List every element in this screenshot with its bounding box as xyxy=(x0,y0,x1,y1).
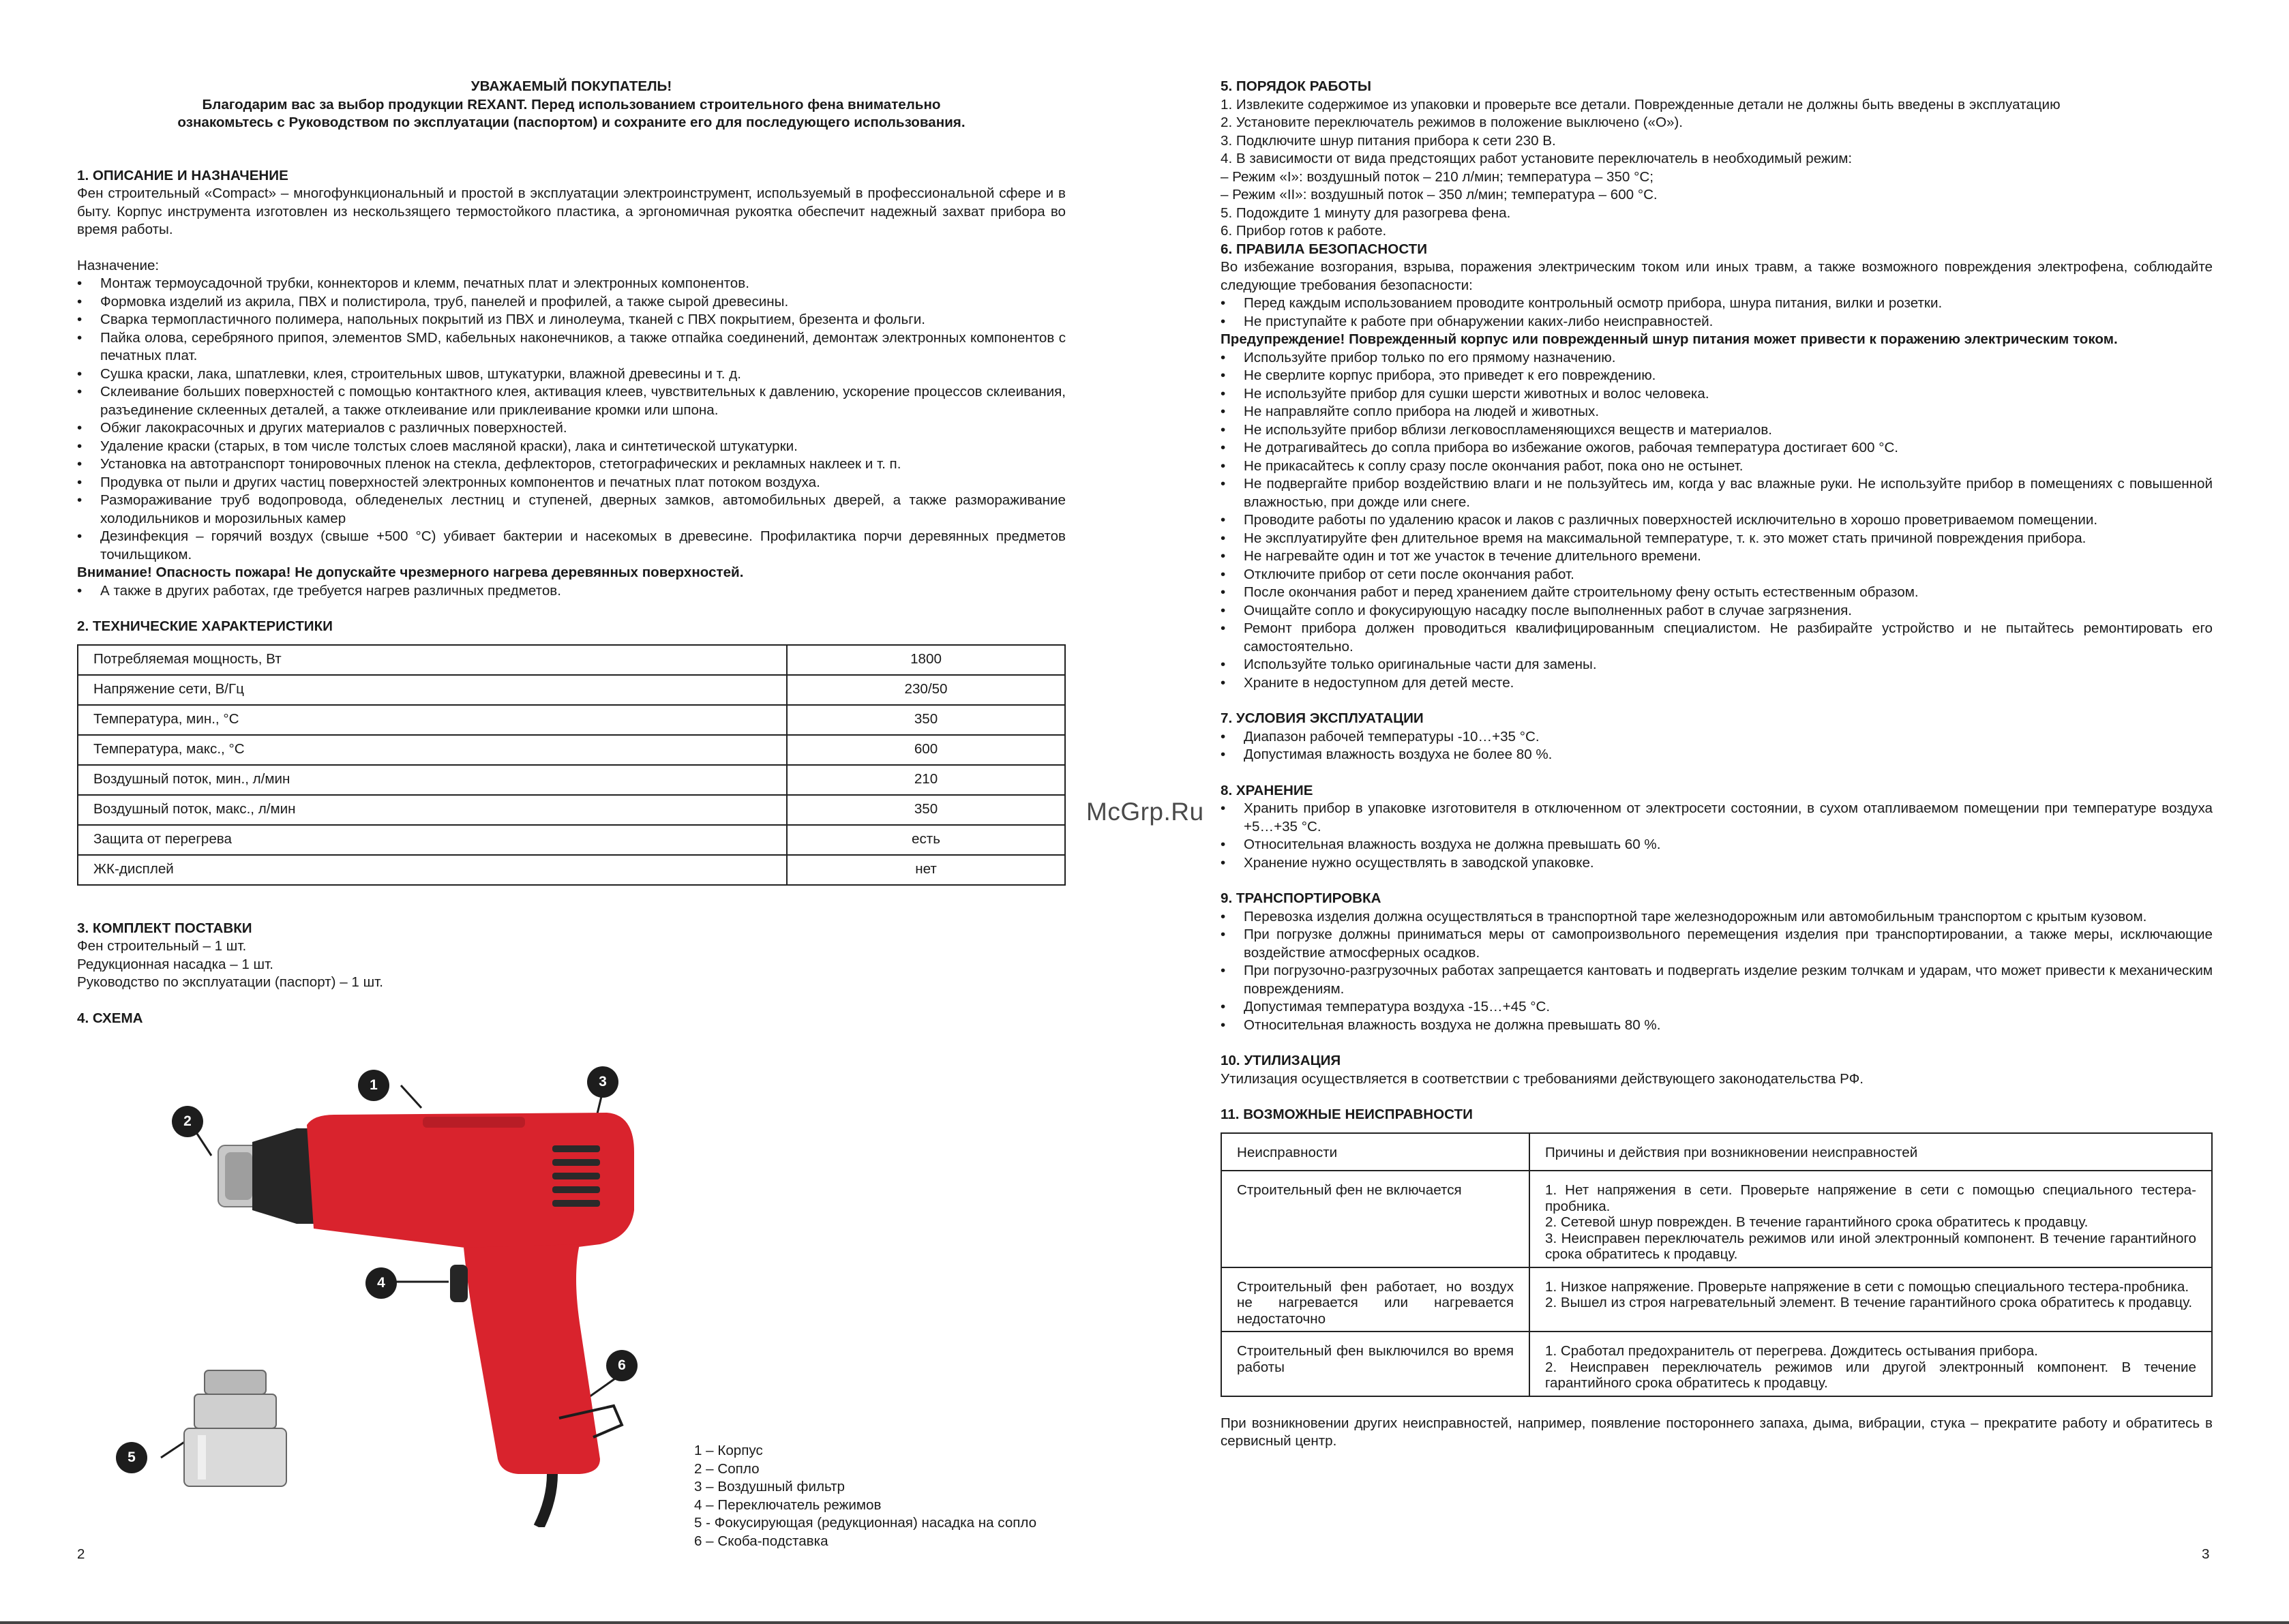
actions-cell xyxy=(1529,1171,2212,1267)
spec-label: Потребляемая мощность, Вт xyxy=(78,645,787,675)
specs-table xyxy=(77,644,1066,886)
list-item: • Не направляйте сопло прибора на людей и животных. xyxy=(1221,403,2213,421)
list-item: • Размораживание труб водопровода, обледенелых лестниц и ступеней, дверных замков, автомобильных дверей, а также размораживание холодильников и морозильных камер xyxy=(77,492,1066,528)
list-item: • Хранение нужно осуществлять в заводской упаковке. xyxy=(1221,854,2213,873)
callout-5: 5 xyxy=(116,1442,147,1473)
table-row xyxy=(1221,1267,2212,1332)
safety-warning: Предупреждение! Поврежденный корпус или поврежденный шнур питания может привести к поражению электрическим током. xyxy=(1221,331,2118,347)
callout-6: 6 xyxy=(606,1350,638,1381)
action-line: 3. Неисправен переключатель режимов или иной электронный компонент. В течение гарантийного срока обратитесь к продавцу. xyxy=(1545,1230,2196,1262)
section-heading: 6. ПРАВИЛА БЕЗОПАСНОСТИ xyxy=(1221,241,1428,257)
list-item: • Не используйте прибор для сушки шерсти животных и волос человека. xyxy=(1221,385,2213,404)
section-heading: 1. ОПИСАНИЕ И НАЗНАЧЕНИЕ xyxy=(77,167,288,183)
spec-value: 1800 xyxy=(787,645,1065,675)
greeting-line1: Благодарим вас за выбор продукции REXANT. Перед использованием строительного фена внимательно xyxy=(202,96,941,112)
section-disposal xyxy=(1221,1052,2213,1088)
list-item: • Сварка термопластичного полимера, напольных покрытий из ПВХ и линолеума, тканей с ПВХ покрытием, брезента и фольги. xyxy=(77,311,1066,329)
list-item: • Не нагревайте один и тот же участок в течение длительного времени. xyxy=(1221,547,2213,566)
section-storage xyxy=(1221,782,2213,873)
spec-label: ЖК-дисплей xyxy=(78,855,787,885)
operation-line: – Режим «II»: воздушный поток – 350 л/мин; температура – 600 °C. xyxy=(1221,187,1658,202)
list-item: • После окончания работ и перед хранением дайте строительному фену остыть естественным образом. xyxy=(1221,584,2213,602)
conditions-list xyxy=(1221,728,2213,764)
section-heading: 9. ТРАНСПОРТИРОВКА xyxy=(1221,890,1381,906)
list-item: • Отключите прибор от сети после окончания работ. xyxy=(1221,566,2213,584)
list-item: • Диапазон рабочей температуры -10…+35 °C. xyxy=(1221,728,2213,747)
section-heading: 5. ПОРЯДОК РАБОТЫ xyxy=(1221,78,1372,94)
watermark: McGrp.Ru xyxy=(1086,798,1204,826)
package-line: Фен строительный – 1 шт. xyxy=(77,938,247,954)
section-operation xyxy=(1221,78,2213,241)
operation-line: 3. Подключите шнур питания прибора к сети 230 В. xyxy=(1221,132,1556,149)
spec-value: есть xyxy=(787,825,1065,855)
operation-line: 5. Подождите 1 минуту для разогрева фена. xyxy=(1221,205,1511,221)
list-item: • При погрузочно-разгрузочных работах запрещается кантовать и подвергать изделие резким толчкам и ударам, что может привести к механическим повреждениям. xyxy=(1221,962,2213,998)
bottom-rule xyxy=(0,1621,2289,1624)
safety-list xyxy=(1221,349,2213,693)
section-package xyxy=(77,920,1066,992)
table-row xyxy=(78,645,1065,675)
list-item: • Используйте прибор только по его прямому назначению. xyxy=(1221,349,2213,367)
package-line: Редукционная насадка – 1 шт. xyxy=(77,956,273,972)
table-row xyxy=(78,735,1065,765)
operation-line: – Режим «I»: воздушный поток – 210 л/мин; температура – 350 °C; xyxy=(1221,168,1654,185)
list-item: • Обжиг лакокрасочных и других материалов с различных поверхностей. xyxy=(77,419,1066,438)
section-heading: 7. УСЛОВИЯ ЭКСПЛУАТАЦИИ xyxy=(1221,710,1424,726)
section-troubleshooting xyxy=(1221,1106,2213,1451)
list-item: • Хранить прибор в упаковке изготовителя в отключенном от электросети состоянии, в сухом отапливаемом помещении при температуре воздуха +5…+35 °C. xyxy=(1221,800,2213,836)
action-line: 2. Неисправен переключатель режимов или другой электронный компонент. В течение гарантийного срока обратитесь к продавцу. xyxy=(1545,1359,2196,1391)
legend-item: 4 – Переключатель режимов xyxy=(694,1497,882,1513)
troubleshooting-footer: При возникновении других неисправностей, например, появление постороннего запаха, дыма, вибрации, стука – прекратите работу и обратитесь в сервисный центр. xyxy=(1221,1415,2213,1449)
page-left xyxy=(77,0,1066,1027)
operation-line: 2. Установите переключатель режимов в положение выключено («О»). xyxy=(1221,115,1684,130)
callout-1: 1 xyxy=(358,1070,389,1101)
list-item: • Очищайте сопло и фокусирующую насадку после выполненных работ в случае загрязнения. xyxy=(1221,602,2213,620)
list-item: • А также в других работах, где требуется нагрев различных предметов. xyxy=(77,582,1066,601)
spec-label: Воздушный поток, макс., л/мин xyxy=(78,795,787,825)
spec-value: 600 xyxy=(787,735,1065,765)
legend-item: 2 – Сопло xyxy=(694,1460,760,1477)
list-item: • Проводите работы по удалению красок и лаков с различных поверхностей исключительно в хорошо проветриваемом помещении. xyxy=(1221,511,2213,530)
action-line: 2. Сетевой шнур поврежден. В течение гарантийного срока обратитесь к продавцу. xyxy=(1545,1214,2089,1230)
page-number: 3 xyxy=(2202,1546,2210,1562)
list-item: • Не используйте прибор вблизи легковоспламеняющихся веществ и материалов. xyxy=(1221,421,2213,440)
section-heading: 10. УТИЛИЗАЦИЯ xyxy=(1221,1053,1341,1068)
list-item: • Не прикасайтесь к соплу сразу после окончания работ, пока оно не остынет. xyxy=(1221,457,2213,476)
list-item: • Относительная влажность воздуха не должна превышать 60 %. xyxy=(1221,836,2213,854)
spec-label: Температура, макс., °С xyxy=(78,735,787,765)
list-item: • Перевозка изделия должна осуществляться в транспортной таре железнодорожным или автомобильным транспортом с крытым кузовом. xyxy=(1221,908,2213,927)
table-row xyxy=(1221,1171,2212,1267)
list-item: • Ремонт прибора должен проводиться квалифицированным специалистом. Не разбирайте устройство и не пытайтесь ремонтировать его самостоятельно. xyxy=(1221,620,2213,656)
package-line: Руководство по эксплуатации (паспорт) – 1 шт. xyxy=(77,974,383,990)
table-row xyxy=(78,825,1065,855)
spec-value: 350 xyxy=(787,705,1065,735)
table-row xyxy=(78,705,1065,735)
column-header: Причины и действия при возникновении неисправностей xyxy=(1529,1133,2212,1171)
greeting-title: УВАЖАЕМЫЙ ПОКУПАТЕЛЬ! xyxy=(470,78,672,94)
table-row xyxy=(1221,1332,2212,1396)
action-line: 2. Вышел из строя нагревательный элемент. В течение гарантийного срока обратитесь к продавцу. xyxy=(1545,1295,2193,1310)
storage-list xyxy=(1221,800,2213,872)
description-text: Фен строительный «Compact» – многофункциональный и простой в эксплуатации электроинструмент, используемый в профессиональной сфере и в быту. Корпус инструмента изготовлен из нескользящего термостойкого пластика, а эргономичная рукоятка обеспечит надежный захват прибора во время работы. xyxy=(77,185,1066,237)
list-item: • Используйте только оригинальные части для замены. xyxy=(1221,656,2213,674)
operation-line: 1. Извлеките содержимое из упаковки и проверьте все детали. Поврежденные детали не должны быть введены в эксплуатацию xyxy=(1221,96,2061,112)
operation-line: 6. Прибор готов к работе. xyxy=(1221,223,1387,239)
section-safety xyxy=(1221,241,2213,693)
section-heading: 4. СХЕМА xyxy=(77,1010,143,1026)
purpose-label: Назначение: xyxy=(77,257,160,273)
list-item: • Храните в недоступном для детей месте. xyxy=(1221,674,2213,693)
section-specs xyxy=(77,618,1066,886)
table-row xyxy=(78,675,1065,705)
extra-list xyxy=(77,582,1066,601)
callout-3: 3 xyxy=(587,1066,618,1098)
callout-4: 4 xyxy=(365,1267,397,1299)
section-description xyxy=(77,167,1066,601)
list-item: • Не дотрагивайтесь до сопла прибора во избежание ожогов, рабочая температура достигает 600 °C. xyxy=(1221,439,2213,457)
spec-value: нет xyxy=(787,855,1065,885)
section-heading: 8. ХРАНЕНИЕ xyxy=(1221,782,1313,798)
table-row xyxy=(78,765,1065,795)
list-item: • Продувка от пыли и других частиц поверхностей электронных компонентов и печатных плат потоком воздуха. xyxy=(77,474,1066,492)
section-heading: 2. ТЕХНИЧЕСКИЕ ХАРАКТЕРИСТИКИ xyxy=(77,618,333,634)
fire-warning: Внимание! Опасность пожара! Не допускайте чрезмерного нагрева деревянных поверхностей. xyxy=(77,565,744,580)
table-row xyxy=(78,855,1065,885)
legend-item: 5 - Фокусирующая (редукционная) насадка на сопло xyxy=(694,1515,1037,1531)
fault-cell: Строительный фен выключился во время работы xyxy=(1221,1332,1529,1396)
page-number: 2 xyxy=(77,1546,85,1562)
legend-item: 3 – Воздушный фильтр xyxy=(694,1479,845,1494)
list-item: • Удаление краски (старых, в том числе толстых слоев масляной краски), лака и синтетической штукатурки. xyxy=(77,438,1066,456)
list-item: • Допустимая температура воздуха -15…+45 °C. xyxy=(1221,998,2213,1017)
list-item: • Сушка краски, лака, шпатлевки, клея, строительных швов, штукатурки, влажной древесины и т. д. xyxy=(77,365,1066,384)
list-item: • При погрузке должны приниматься меры от самопроизвольного перемещения изделия при транспортировании, а также меры, исключающие воздействие атмосферных осадков. xyxy=(1221,926,2213,962)
list-item: • Относительная влажность воздуха не должна превышать 80 %. xyxy=(1221,1017,2213,1035)
table-header-row xyxy=(1221,1133,2212,1171)
list-item: • Дезинфекция – горячий воздух (свыше +500 °C) убивает бактерии и насекомых в древесине. Профилактика порчи деревянных предметов точильщиком. xyxy=(77,528,1066,564)
list-item: • Монтаж термоусадочной трубки, коннекторов и клемм, печатных плат и электронных компонентов. xyxy=(77,275,1066,293)
actions-cell xyxy=(1529,1267,2212,1332)
list-item: • Формовка изделий из акрила, ПВХ и полистирола, труб, панелей и профилей, а также сырой древесины. xyxy=(77,293,1066,312)
action-line: 1. Низкое напряжение. Проверьте напряжение в сети с помощью специального тестера-пробника. xyxy=(1545,1278,2189,1295)
action-line: 1. Сработал предохранитель от перегрева. Дождитесь остывания прибора. xyxy=(1545,1343,2038,1359)
legend-item: 6 – Скоба-подставка xyxy=(694,1533,828,1549)
callout-2: 2 xyxy=(172,1106,203,1137)
table-row xyxy=(78,795,1065,825)
spec-label: Защита от перегрева xyxy=(78,825,787,855)
action-line: 1. Нет напряжения в сети. Проверьте напряжение в сети с помощью специального тестера-пробника. xyxy=(1545,1182,2196,1214)
list-item: • Не сверлите корпус прибора, это приведет к его повреждению. xyxy=(1221,367,2213,385)
safety-list xyxy=(1221,295,2213,331)
list-item: • Склеивание больших поверхностей с помощью контактного клея, активация клеев, чувствительных к давлению, ускорение процессов склеивания, разъединение склеенных деталей, а также отклеивание или приклеивание кромки или шпона. xyxy=(77,383,1066,419)
disposal-text: Утилизация осуществляется в соответствии с требованиями действующего законодательства РФ. xyxy=(1221,1070,1864,1087)
safety-intro: Во избежание возгорания, взрыва, поражения электрическим током или иных травм, а также возможного повреждения электрофена, соблюдайте следующие требования безопасности: xyxy=(1221,259,2213,293)
column-header: Неисправности xyxy=(1221,1133,1529,1171)
transport-list xyxy=(1221,908,2213,1035)
list-item: • Не приступайте к работе при обнаружении каких-либо неисправностей. xyxy=(1221,313,2213,331)
spec-value: 230/50 xyxy=(787,675,1065,705)
purpose-list xyxy=(77,275,1066,564)
spec-value: 210 xyxy=(787,765,1065,795)
operation-line: 4. В зависимости от вида предстоящих работ установите переключатель в необходимый режим: xyxy=(1221,151,1853,166)
page-right xyxy=(1221,78,2213,1451)
spec-value: 350 xyxy=(787,795,1065,825)
section-heading: 3. КОМПЛЕКТ ПОСТАВКИ xyxy=(77,920,252,936)
list-item: • Не подвергайте прибор воздействию влаги и не пользуйтесь им, когда у вас влажные руки. Не используйте прибор в помещениях с повышенной влажностью, при дожде или снеге. xyxy=(1221,475,2213,511)
greeting-line2: ознакомьтесь с Руководством по эксплуатации (паспортом) и сохраните его для последующего использования. xyxy=(177,115,966,130)
section-heading: 11. ВОЗМОЖНЫЕ НЕИСПРАВНОСТИ xyxy=(1221,1107,1473,1122)
list-item: • Допустимая влажность воздуха не более 80 %. xyxy=(1221,746,2213,764)
section-scheme xyxy=(77,1010,1066,1028)
greeting xyxy=(77,78,1066,132)
spec-label: Температура, мин., °С xyxy=(78,705,787,735)
spec-label: Воздушный поток, мин., л/мин xyxy=(78,765,787,795)
section-transport xyxy=(1221,890,2213,1034)
section-conditions xyxy=(1221,710,2213,764)
list-item: • Установка на автотранспорт тонировочных пленок на стекла, дефлекторов, стетографических и рекламных наклеек и т. п. xyxy=(77,455,1066,474)
legend-item: 1 – Корпус xyxy=(694,1443,763,1458)
troubleshooting-table xyxy=(1221,1132,2213,1397)
list-item: • Перед каждым использованием проводите контрольный осмотр прибора, шнура питания, вилки и розетки. xyxy=(1221,295,2213,313)
fault-cell: Строительный фен работает, но воздух не нагревается или нагревается недостаточно xyxy=(1221,1267,1529,1332)
list-item: • Не эксплуатируйте фен длительное время на максимальной температуре, т. к. это может стать причиной повреждения прибора. xyxy=(1221,530,2213,548)
fault-cell: Строительный фен не включается xyxy=(1221,1171,1529,1267)
scheme-legend xyxy=(694,1442,1036,1550)
list-item: • Пайка олова, серебряного припоя, элементов SMD, кабельных наконечников, а также отпайка соединений, демонтаж электронных компонентов с печатных плат. xyxy=(77,329,1066,365)
spec-label: Напряжение сети, В/Гц xyxy=(78,675,787,705)
actions-cell xyxy=(1529,1332,2212,1396)
